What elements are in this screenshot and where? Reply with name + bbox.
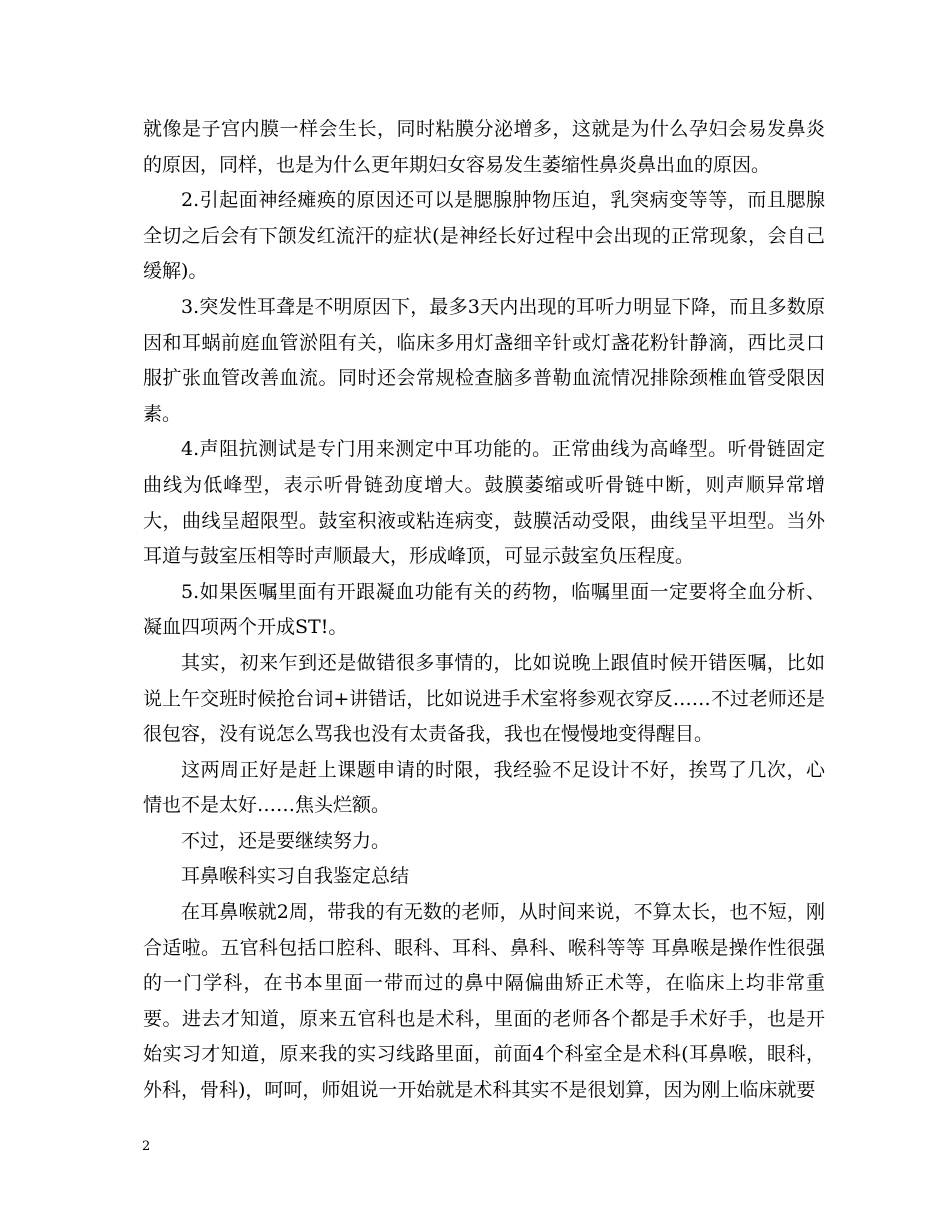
paragraph: 2.引起面神经瘫痪的原因还可以是腮腺肿物压迫，乳突病变等等，而且腮腺全切之后会有下颌发红流汗的症状(是神经长好过程中会出现的正常现象，会自己缓解)。 bbox=[143, 189, 825, 283]
paragraph: 其实，初来乍到还是做错很多事情的，比如说晚上跟值时候开错医嘱，比如说上午交班时候抢台词+讲错话，比如说进手术室将参观衣穿反……不过老师还是很包容，没有说怎么骂我也没有太责备我，我也在慢慢地变得醒目。 bbox=[143, 651, 825, 746]
paragraph: 就像是子宫内膜一样会生长，同时粘膜分泌增多，这就是为什么孕妇会易发鼻炎的原因，同样，也是为什么更年期妇女容易发生萎缩性鼻炎鼻出血的原因。 bbox=[143, 118, 825, 176]
page-number: 2 bbox=[142, 1139, 151, 1154]
paragraph: 4.声阻抗测试是专门用来测定中耳功能的。正常曲线为高峰型。听骨链固定曲线为低峰型，表示听骨链劲度增大。鼓膜萎缩或听骨链中断，则声顺异常增大，曲线呈超限型。鼓室积液或粘连病变，鼓膜活动受限，曲线呈平坦型。当外耳道与鼓室压相等时声顺最大，形成峰顶，可显示鼓室负压程度。 bbox=[143, 438, 825, 568]
section-heading: 耳鼻喉科实习自我鉴定总结 bbox=[181, 865, 410, 888]
paragraph: 5.如果医嘱里面有开跟凝血功能有关的药物，临嘱里面一定要将全血分析、凝血四项两个开成ST!。 bbox=[143, 580, 825, 639]
paragraph: 在耳鼻喉就2周，带我的有无数的老师，从时间来说，不算太长，也不短，刚合适啦。五官科包括口腔科、眼科、耳科、鼻科、喉科等等 耳鼻喉是操作性很强的一门学科，在书本里面一带而过的鼻中隔偏曲矫正术等，在临床上均非常重要。进去才知道，原来五官科也是术科，里面的老师各个都是手术好手，也是开始实习才知道，原来我的实习线路里面，前面4个科室全是术科(耳鼻喉，眼科，外科，骨科)，呵呵，师姐说一开始就是术科其实不是很划算，因为刚上临床就要 bbox=[143, 901, 825, 1102]
paragraph: 不过，还是要继续努力。 bbox=[181, 829, 391, 852]
paragraph: 3.突发性耳聋是不明原因下，最多3天内出现的耳听力明显下降，而且多数原因和耳蜗前庭血管淤阻有关，临床多用灯盏细辛针或灯盏花粉针静滴，西比灵口服扩张血管改善血流。同时还会常规检查脑多普勒血流情况排除颈椎血管受限因素。 bbox=[143, 295, 825, 425]
paragraph: 这两周正好是赶上课题申请的时限，我经验不足设计不好，挨骂了几次，心情也不是太好……焦头烂额。 bbox=[143, 758, 825, 817]
document-body bbox=[143, 112, 825, 1109]
